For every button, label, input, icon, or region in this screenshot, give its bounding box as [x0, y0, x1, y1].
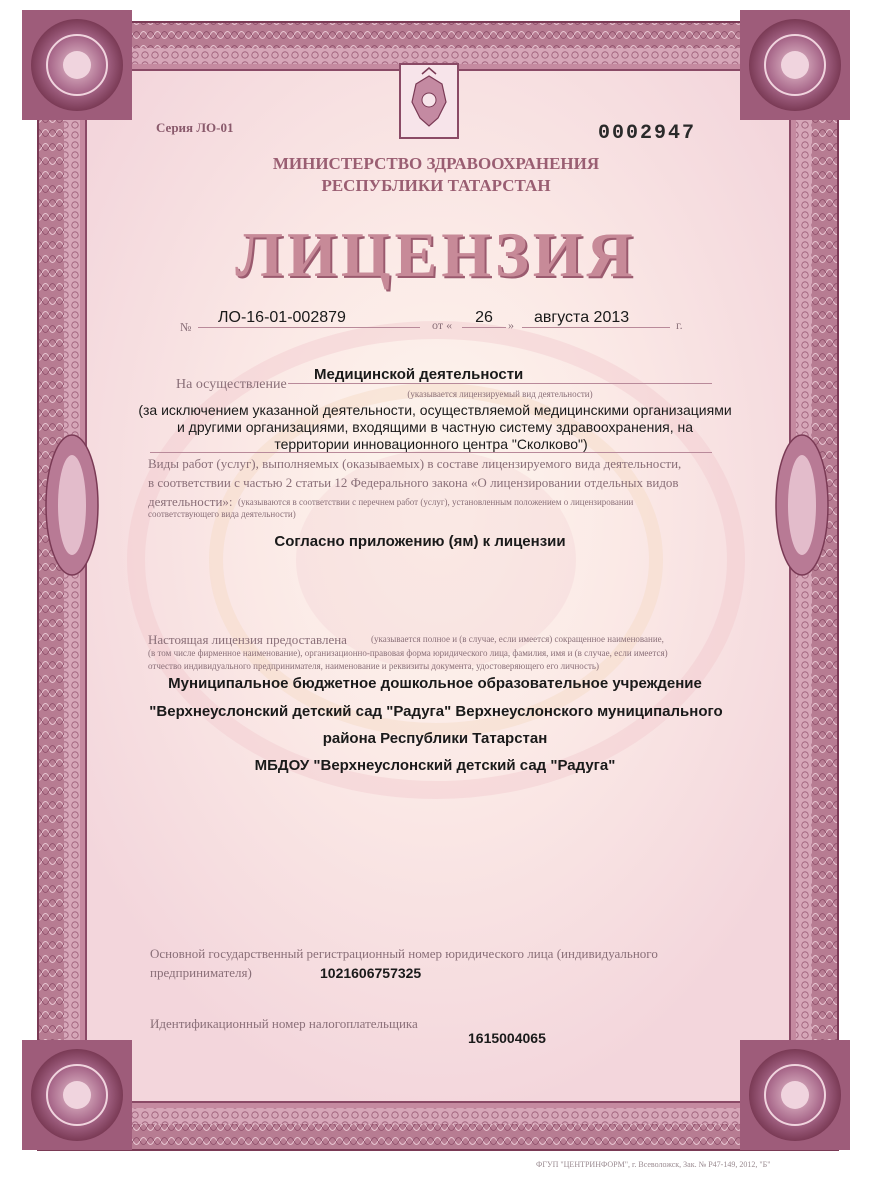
ogrn-label-line-1: Основной государственный регистрационный номер юридического лица (индивидуального [150, 946, 658, 961]
license-number: ЛО-16-01-002879 [198, 309, 420, 328]
number-sign: № [180, 320, 192, 334]
activity-label: На осуществление [176, 377, 287, 392]
holder-hint-3: отчество индивидуального предпринимателя, наименование и реквизиты документа, удостоверяющего его личность) [148, 661, 600, 671]
ministry-line-2: РЕСПУБЛИКИ ТАТАРСТАН [321, 176, 551, 195]
license-month-year: августа 2013 [522, 309, 670, 328]
holder-name-line-2: "Верхнеуслонский детский сад "Радуга" Верхнеуслонского муниципального [149, 703, 723, 720]
works-text-line-2: в соответствии с частью 2 статьи 12 Федерального закона «О лицензировании отдельных видов [148, 475, 679, 490]
works-text-line-1: Виды работ (услуг), выполняемых (оказываемых) в составе лицензируемого вида деятельности, [148, 456, 682, 471]
activity-note-line-2: и другими организациями, входящими в частную систему здравоохранения, на [176, 419, 694, 435]
ministry-line-1: МИНИСТЕРСТВО ЗДРАВООХРАНЕНИЯ [272, 154, 600, 173]
coat-of-arms-icon [398, 62, 460, 140]
year-suffix: г. [676, 318, 683, 332]
document-title: ЛИЦЕНЗИЯ [235, 219, 637, 290]
activity-note-line-3: территории инновационного центра "Сколково") [150, 436, 712, 453]
holder-name-line-3: района Республики Татарстан [322, 730, 548, 747]
ogrn-value: 1021606757325 [320, 965, 422, 981]
holder-name-line-1: Муниципальное бюджетное дошкольное образовательное учреждение [168, 675, 702, 692]
holder-hint-1: (указывается полное и (в случае, если имеется) сокращенное наименование, [371, 634, 664, 644]
activity-hint: (указывается лицензируемый вид деятельности) [407, 389, 593, 399]
quote-close: » [508, 318, 514, 332]
form-number: 0002947 [598, 122, 697, 145]
works-text-line-4: соответствующего вида деятельности) [148, 509, 296, 519]
holder-short-name: МБДОУ "Верхнеуслонский детский сад "Радуга" [254, 757, 616, 774]
ogrn-label-line-2: предпринимателя) [150, 965, 252, 980]
license-day: 26 [462, 309, 506, 328]
from-label: от « [432, 318, 453, 332]
holder-label: Настоящая лицензия предоставлена [148, 632, 347, 647]
printer-imprint: ФГУП "ЦЕНТРИНФОРМ", г. Всеволожск, Зак. № Р47-149, 2012, "Б" [536, 1160, 771, 1169]
works-value: Согласно приложению (ям) к лицензии [274, 533, 566, 550]
series-label: Серия ЛО-01 [156, 120, 234, 135]
works-text-line-3a: деятельности»: [148, 494, 233, 509]
inn-label: Идентификационный номер налогоплательщика [150, 1016, 418, 1031]
activity-note-line-1: (за исключением указанной деятельности, осуществляемой медицинскими организациями [138, 402, 732, 418]
activity-value: Медицинской деятельности [288, 366, 712, 384]
inn-value: 1615004065 [468, 1030, 546, 1046]
holder-hint-2: (в том числе фирменное наименование), организационно-правовая форма юридического лица, фамилия, имя и (в случае, если имеется) [148, 648, 668, 658]
works-text-line-3b: (указываются в соответствии с перечнем работ (услуг), установленным положением о лицензировании [238, 497, 634, 507]
